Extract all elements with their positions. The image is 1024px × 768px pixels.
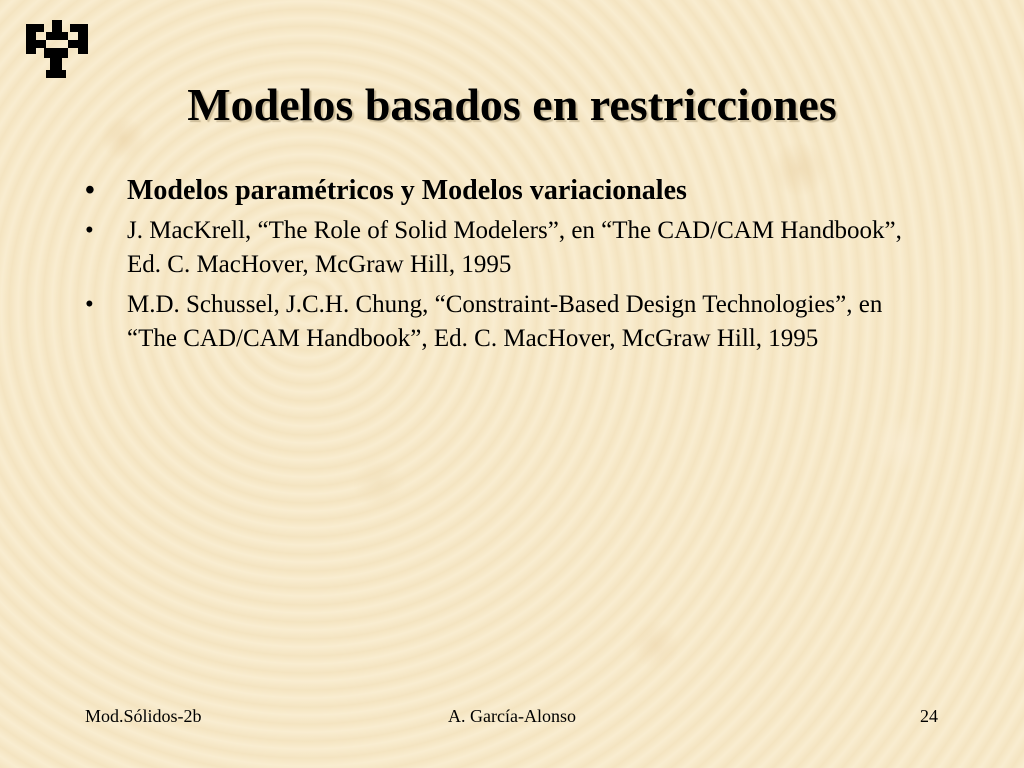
bullet-item: [85, 288, 925, 356]
bullet-marker: •: [85, 217, 94, 244]
bullet-marker: •: [85, 291, 94, 318]
bullet-text: J. MacKrell, “The Role of Solid Modelers”, en “The CAD/CAM Handbook”, Ed. C. MacHover, McGraw Hill, 1995: [127, 217, 902, 278]
bullet-item: [85, 170, 925, 212]
bullet-list: [85, 170, 925, 362]
bullet-item: [85, 214, 925, 282]
bullet-marker: •: [85, 175, 95, 206]
slide-title: Modelos basados en restricciones: [187, 79, 837, 130]
footer-course: Mod.Sólidos-2b: [85, 706, 202, 726]
bullet-text: M.D. Schussel, J.C.H. Chung, “Constraint-Based Design Technologies”, en “The CAD/CAM Handbook”, Ed. C. MacHover, McGraw Hill, 1995: [127, 291, 883, 352]
footer-author: A. García-Alonso: [448, 706, 576, 726]
bullet-text: Modelos paramétricos y Modelos variacionales: [127, 175, 687, 206]
university-logo-icon: [24, 18, 90, 82]
footer-page-number: 24: [920, 706, 938, 726]
